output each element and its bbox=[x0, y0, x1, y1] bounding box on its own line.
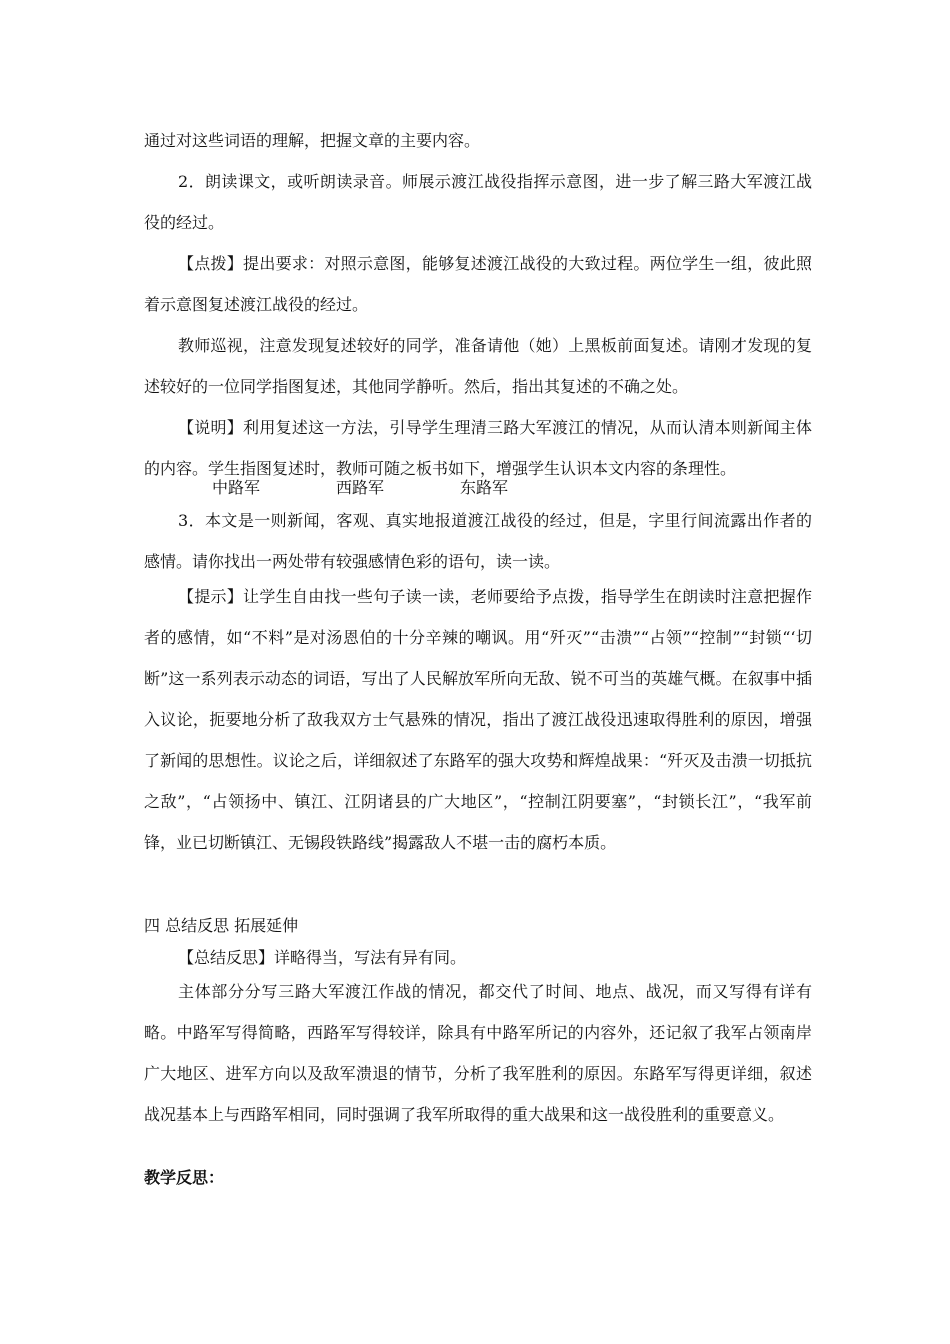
paragraph-summary-reflection: 【总结反思】详略得当，写法有异有同。 bbox=[178, 948, 467, 967]
paragraph-step-3: 3．本文是一则新闻，客观、真实地报道渡江战役的经过，但是，字里行间流露出作者的感情。请你找出一两处带有较强感情色彩的语句，读一读。 bbox=[144, 511, 812, 571]
paragraph-intro-continuation: 通过对这些词语的理解，把握文章的主要内容。 bbox=[144, 131, 481, 150]
paragraph-dianbo: 【点拨】提出要求：对照示意图，能够复述渡江战役的大致过程。两位学生一组，彼此照着示意图复述渡江战役的经过。 bbox=[144, 254, 812, 314]
paragraph-tishi: 【提示】让学生自由找一些句子读一读，老师要给予点拨，指导学生在朗读时注意把握作者的感情，如“不料”是对汤恩伯的十分辛辣的嘲讽。用“歼灭”“击溃”“占领”“控制”“封锁“‘切断”这一系列表示动态的词语，写出了人民解放军所向无敌、锐不可当的英雄气概。在叙事中插入议论，扼要地分析了敌我双方士气悬殊的情况，指出了渡江战役迅速取得胜利的原因，增强了新闻的思想性。议论之后，详细叙述了东路军的强大攻势和辉煌战果：“歼灭及击溃一切抵抗之敌”，“占领扬中、镇江、江阴诸县的广大地区”，“控制江阴要塞”，“封锁长江”，“我军前锋，业已切断镇江、无锡段铁路线”揭露敌人不堪一击的腐朽本质。 bbox=[144, 587, 812, 852]
paragraph-shuoming: 【说明】利用复述这一方法，引导学生理清三路大军渡江的情况，从而认清本则新闻主体的内容。学生指图复述时，教师可随之板书如下，增强学生认识本文内容的条理性。 bbox=[144, 418, 812, 478]
section-heading-summary: 四 总结反思 拓展延伸 bbox=[144, 916, 299, 935]
teaching-reflection-heading: 教学反思： bbox=[144, 1168, 225, 1187]
board-col-middle-army: 中路军 bbox=[212, 478, 261, 497]
board-col-west-army: 西路军 bbox=[336, 478, 385, 497]
paragraph-step-2: 2．朗读课文，或听朗读录音。师展示渡江战役指挥示意图，进一步了解三路大军渡江战役的经过。 bbox=[144, 172, 812, 232]
paragraph-teacher-patrol: 教师巡视，注意发现复述较好的同学，准备请他（她）上黑板前面复述。请刚才发现的复述较好的一位同学指图复述，其他同学静听。然后，指出其复述的不确之处。 bbox=[144, 336, 812, 396]
board-col-east-army: 东路军 bbox=[460, 478, 509, 497]
paragraph-main-body-analysis: 主体部分分写三路大军渡江作战的情况，都交代了时间、地点、战况，而又写得有详有略。中路军写得简略，西路军写得较详，除具有中路军所记的内容外，还记叙了我军占领南岸广大地区、进军方向以及敌军溃退的情节，分析了我军胜利的原因。东路军写得更详细，叙述战况基本上与西路军相同，同时强调了我军所取得的重大战果和这一战役胜利的重要意义。 bbox=[144, 982, 812, 1124]
